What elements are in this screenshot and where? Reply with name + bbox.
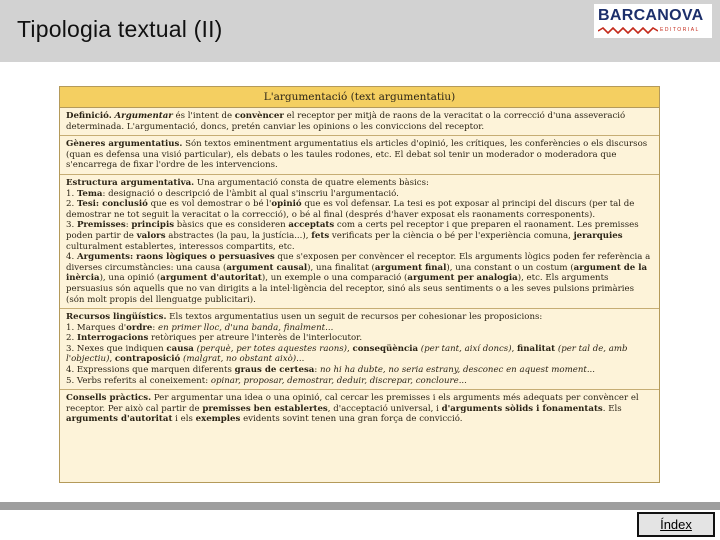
- slide-title: Tipologia textual (II): [17, 16, 223, 42]
- definicio-term: Argumentar: [114, 111, 173, 121]
- list-item: 5. Verbs referits al coneixement: opinar, proposar, demostrar, deduir, discrepar, concloure...: [66, 375, 467, 386]
- logo-subtitle: EDITORIAL: [660, 27, 700, 33]
- header-bar: [0, 0, 720, 62]
- logo-wordmark: BARCANOVA: [598, 7, 704, 24]
- index-button[interactable]: Índex: [637, 512, 715, 537]
- table-title: L'argumentació (text argumentatiu): [60, 87, 659, 108]
- list-item: 1. Tema: designació o descripció de l'àmbit al qual s'inscriu l'argumentació.: [66, 188, 399, 199]
- section-recursos: Recursos lingüístics. Els textos argumentatius usen un seguit de recursos per cohesionar les proposicions: 1. Marques d'ordre: en primer lloc, d'una banda, finalment... 2. Interrogacions retòriques per atreure l'interès de l'interlocutor. 3. Nexes que indiquen causa (perquè, per totes aquestes raons), conseqüència (per tant, així doncs), finalitat (per tal de, amb l'objectiu), contraposició (malgrat, no obstant això)... 4. Expressions que marquen diferents graus de certesa: no hi ha dubte, no seria estrany, desconec en aquest moment... 5. Verbs referits al coneixement: opinar, proposar, demostrar, deduir, discrepar, concloure...: [60, 309, 659, 390]
- section-definicio: Definició. Argumentar és l'intent de convèncer el receptor per mitjà de raons de la veracitat o la correcció d'una asseveració determinada. L'argumentació, doncs, pretén canviar les opinions o les conviccions del receptor.: [60, 108, 659, 136]
- section-consells: Consells pràctics. Per argumentar una idea o una opinió, cal cercar les premisses i els arguments més adequats per convèncer el receptor. Per això cal partir de premisses ben establertes, d'acceptació universal, i d'arguments sòlids i fonamentats. Els arguments d'autoritat i els exemples evidents sovint tenen una gran força de convicció.: [66, 393, 639, 425]
- list-item: 1. Marques d'ordre: en primer lloc, d'una banda, finalment...: [66, 322, 334, 333]
- estructura-label: Estructura argumentativa.: [66, 177, 195, 188]
- list-item: 2. Tesi: conclusió que es vol demostrar o bé l'opinió que es vol defensar. La tesi es pot exposar al principi del discurs (per tal de demostrar ne tot seguit la veracitat o la correcció), o bé al final (després d'haver exposat els raonaments corresponents).: [66, 199, 635, 220]
- definicio-label: Definició.: [66, 111, 112, 121]
- recursos-label: Recursos lingüístics.: [66, 312, 167, 323]
- publisher-logo: [594, 4, 712, 38]
- list-item: 4. Expressions que marquen diferents graus de certesa: no hi ha dubte, no seria estrany, desconec en aquest moment...: [66, 365, 596, 376]
- consells-label: Consells pràctics.: [66, 393, 152, 404]
- section-generes: Gèneres argumentatius. Són textos eminentment argumentatius els articles d'opinió, les crítiques, les conferències o els discursos (quan es defensa una visió particular), els debats o les taules rodones, etc. El debat sol tenir un moderador o moderadora que s'encarrega de fixar l'ordre de les intervencions.: [60, 136, 659, 175]
- argumentation-table: [59, 86, 660, 483]
- list-item: 2. Interrogacions retòriques per atreure l'interès de l'interlocutor.: [66, 333, 363, 344]
- logo-wave-icon: [598, 27, 658, 35]
- footer-bar: [0, 502, 720, 510]
- section-estructura: Estructura argumentativa. Una argumentació consta de quatre elements bàsics: 1. Tema: designació o descripció de l'àmbit al qual s'inscriu l'argumentació. 2. Tesi: conclusió que es vol demostrar o bé l'opinió que es vol defensar. La tesi es pot exposar al principi del discurs (per tal de demostrar ne tot seguit la veracitat o la correcció), o bé al final (després d'haver exposat els raonaments corresponents). 3. Premisses: principis bàsics que es consideren acceptats com a certs pel receptor i que preparen el raonament. Les premisses poden partir de valors abstractes (la pau, la justícia...), fets verificats per la ciència o bé per l'experiència comuna, jerarquies culturalment establertes, interessos compartits, etc. 4. Arguments: raons lògiques o persuasives que s'exposen per convèncer el receptor. Els arguments lògics poden fer referència a diverses circumstàncies: una causa (argument causal), una finalitat (argument final), una constant o un costum (argument de la inèrcia), una opinió (argument d'autoritat), un exemple o una comparació (argument per analogia), etc. Els arguments persuasius són aquells que no van dirigits a la intel·ligència del receptor, sinó als seus sentiments o a les seves pulsions primàries (són molt propis del llenguatge publicitari).: [60, 175, 659, 309]
- list-item: 3. Premisses: principis bàsics que es consideren acceptats com a certs pel receptor i que preparen el raonament. Les premisses poden partir de valors abstractes (la pau, la justícia...), fets verificats per la ciència o bé per l'experiència comuna, jerarquies culturalment establertes, interessos compartits, etc.: [66, 220, 639, 252]
- list-item: 4. Arguments: raons lògiques o persuasives que s'exposen per convèncer el receptor. Els arguments lògics poden fer referència a diverses circumstàncies: una causa (argument causal), una finalitat (argument final), una constant o un costum (argument de la inèrcia), una opinió (argument d'autoritat), un exemple o una comparació (argument per analogia), etc. Els arguments persuasius són aquells que no van dirigits a la intel·ligència del receptor, sinó als seus sentiments o a les seves pulsions primàries (són molt propis del llenguatge publicitari).: [66, 252, 651, 305]
- generes-label: Gèneres argumentatius.: [66, 139, 183, 150]
- list-item: 3. Nexes que indiquen causa (perquè, per totes aquestes raons), conseqüència (per tant, així doncs), finalitat (per tal de, amb l'objectiu), contraposició (malgrat, no obstant això)...: [66, 343, 628, 365]
